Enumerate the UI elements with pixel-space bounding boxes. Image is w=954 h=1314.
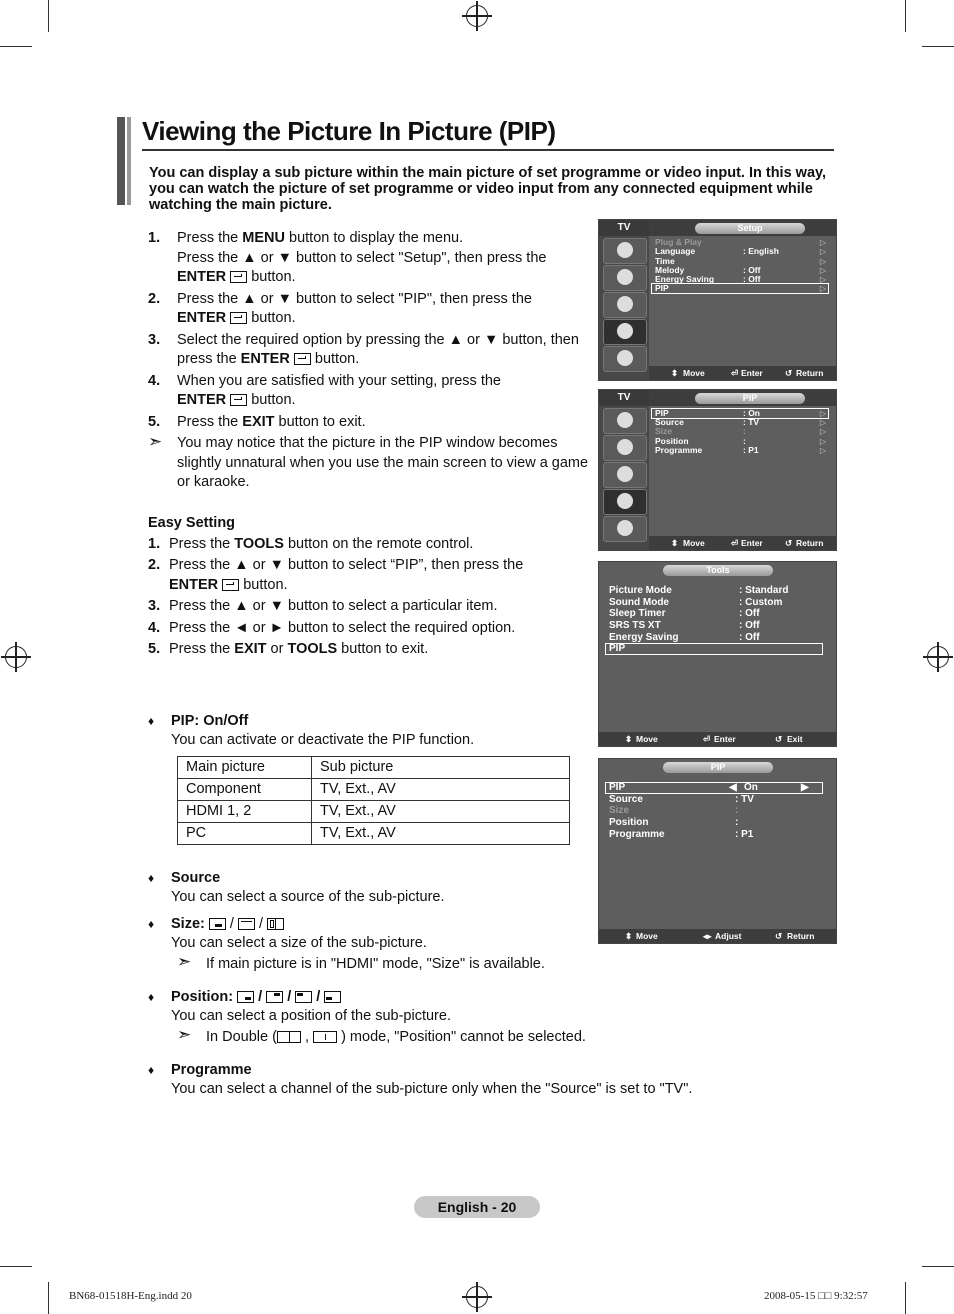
size-large-icon xyxy=(238,918,255,930)
tv-label: TV xyxy=(599,390,649,406)
return-icon: ↺ xyxy=(785,368,793,378)
option-position: ♦ Position: / / / You can select a position of the sub-picture. ➣ In Double ( , ) mode, "Position" cannot be selected. xyxy=(148,988,708,1047)
tv-footer: ⬍ Move ⏎ Enter ↺ Return xyxy=(649,536,836,550)
table-header-row: Main picture Sub picture xyxy=(178,757,570,779)
title-accent-bar xyxy=(127,117,131,205)
bullet-diamond-icon: ♦ xyxy=(148,917,155,931)
crop-mark xyxy=(48,0,49,32)
note-arrow-icon: ➣ xyxy=(148,432,163,451)
picture-menu-icon xyxy=(603,408,647,434)
menu-item-pip: PIP xyxy=(609,782,626,793)
size-double-icon xyxy=(267,918,284,930)
step-1: 1. Press the MENU button to display the menu. Press the ▲ or ▼ button to select "Setup", then press the ENTER button. xyxy=(148,230,547,285)
menu-tab-tools: Tools xyxy=(663,565,773,576)
option-programme: ♦ Programme You can select a channel of the sub-picture only when the "Source" is set to "TV". xyxy=(148,1062,693,1097)
menu-item-pip: PIP xyxy=(655,283,669,293)
intro-text: You can display a sub picture within the main picture of set programme or video input. In this way, you can watch the picture of set programme or video input from any connected equipment while watching the main picture. xyxy=(149,165,827,213)
setup-menu-icon xyxy=(603,319,647,345)
step-5: 5. Press the EXIT button to exit. xyxy=(148,413,366,430)
enter-icon: ⏎ xyxy=(731,538,739,548)
arrow-right-icon: ▷ xyxy=(819,284,826,293)
tv-footer: ⬍ Move ◂▸ Adjust ↺ Return xyxy=(599,929,836,943)
easy-step-4: 4. Press the ◄ or ► button to select the required option. xyxy=(148,619,516,636)
crop-mark xyxy=(48,1282,49,1314)
menu-tab-pip: PIP xyxy=(695,393,805,404)
bullet-diamond-icon: ♦ xyxy=(148,714,155,728)
bullet-diamond-icon: ♦ xyxy=(148,1063,155,1077)
arrow-left-icon: ◀ xyxy=(729,782,737,793)
arrow-right-icon: ▷ xyxy=(819,238,826,247)
move-icon: ⬍ xyxy=(625,734,633,744)
tv-screen-pip-tools: PIP PIP ◀ On ▶ Source : TV Size : Position : Programme : P1 ⬍ Move ◂▸ Adjust ↺ Return xyxy=(598,758,837,944)
menu-item-sound-mode: Sound Mode xyxy=(609,597,669,608)
menu-item-size: Size xyxy=(609,805,630,816)
table-row: PC TV, Ext., AV xyxy=(178,823,570,845)
input-menu-icon xyxy=(603,516,647,542)
arrow-right-icon: ▷ xyxy=(819,446,826,455)
enter-icon: ⏎ xyxy=(731,368,739,378)
move-icon: ⬍ xyxy=(625,931,633,941)
sound-menu-icon xyxy=(603,435,647,461)
easy-setting-heading: Easy Setting xyxy=(148,515,236,531)
picture-menu-icon xyxy=(603,238,647,264)
step-4: 4. When you are satisfied with your setting, press the ENTER button. xyxy=(148,372,501,408)
menu-item-time: Time xyxy=(655,256,675,266)
easy-step-3: 3. Press the ▲ or ▼ button to select a particular item. xyxy=(148,598,498,614)
return-icon: ↺ xyxy=(785,538,793,548)
menu-item-picture-mode: Picture Mode xyxy=(609,585,672,596)
menu-item-source: Source xyxy=(609,794,643,805)
menu-item-size: Size xyxy=(655,426,673,436)
registration-mark-icon xyxy=(466,5,488,27)
setup-menu-icon xyxy=(603,489,647,515)
arrow-right-icon: ▷ xyxy=(819,427,826,436)
footer-date: 2008-05-15 □□ 9:32:57 xyxy=(764,1290,868,1302)
menu-item-pip: PIP xyxy=(655,408,669,418)
channel-menu-icon xyxy=(603,462,647,488)
tv-footer: ⬍ Move ⏎ Enter ↺ Return xyxy=(649,366,836,380)
crop-mark xyxy=(922,1266,954,1267)
input-menu-icon xyxy=(603,346,647,372)
menu-item-melody: Melody xyxy=(655,265,685,275)
sound-menu-icon xyxy=(603,265,647,291)
double-mode-icon xyxy=(313,1031,337,1043)
registration-mark-icon xyxy=(5,646,27,668)
title-accent-bar xyxy=(117,117,125,205)
position-bottom-right-icon xyxy=(237,991,254,1003)
menu-item-programme: Programme xyxy=(609,829,665,840)
enter-icon xyxy=(230,312,247,324)
move-icon: ⬍ xyxy=(671,368,679,378)
position-top-right-icon xyxy=(266,991,283,1003)
arrow-right-icon: ▶ xyxy=(801,782,809,793)
menu-tab-setup: Setup xyxy=(695,223,805,234)
menu-item-sleep-timer: Sleep Timer xyxy=(609,608,666,619)
crop-mark xyxy=(0,46,32,47)
tv-screen-tools: Tools Picture Mode : Standard Sound Mode : Custom Sleep Timer : Off SRS TS XT : Off Energy Saving : Off PIP ⬍ Move ⏎ Enter ↺ Exit xyxy=(598,561,837,747)
table-row: HDMI 1, 2 TV, Ext., AV xyxy=(178,801,570,823)
position-note: ➣ In Double ( , ) mode, "Position" cannot be selected. xyxy=(177,1025,586,1045)
menu-item-language: Language xyxy=(655,246,696,256)
note-pip-unnatural: ➣ You may notice that the picture in the PIP window becomes slightly unnatural when you use the main screen to view a game or karaoke. xyxy=(148,432,589,490)
option-source: ♦ Source You can select a source of the sub-picture. xyxy=(148,870,445,905)
crop-mark xyxy=(905,0,906,32)
size-note: ➣ If main picture is in "HDMI" mode, "Size" is available. xyxy=(177,952,545,972)
pip-source-table xyxy=(177,756,570,845)
bullet-diamond-icon: ♦ xyxy=(148,871,155,885)
easy-setting xyxy=(148,514,593,662)
menu-highlight xyxy=(605,782,823,794)
arrow-right-icon: ▷ xyxy=(819,437,826,446)
option-size: ♦ Size: / / You can select a size of the sub-picture. ➣ If main picture is in "HDMI" mode, "Size" is available. xyxy=(148,915,708,974)
menu-item-srs: SRS TS XT xyxy=(609,620,661,631)
registration-mark-icon xyxy=(927,646,949,668)
menu-highlight xyxy=(651,283,829,294)
position-top-left-icon xyxy=(295,991,312,1003)
size-small-icon xyxy=(209,918,226,930)
arrow-right-icon: ▷ xyxy=(819,266,826,275)
menu-item-programme: Programme xyxy=(655,445,703,455)
arrow-right-icon: ▷ xyxy=(819,247,826,256)
menu-item-energy-saving: Energy Saving xyxy=(655,274,715,284)
menu-item-position: Position xyxy=(655,436,689,446)
crop-mark xyxy=(0,1266,32,1267)
note-arrow-icon: ➣ xyxy=(177,1025,192,1044)
menu-item-position: Position xyxy=(609,817,649,828)
menu-item-pip: PIP xyxy=(609,643,626,654)
enter-icon: ⏎ xyxy=(703,734,711,744)
return-icon: ↺ xyxy=(775,931,783,941)
return-icon: ↺ xyxy=(775,734,783,744)
registration-mark-icon xyxy=(466,1286,488,1308)
tv-footer: ⬍ Move ⏎ Enter ↺ Exit xyxy=(599,732,836,746)
enter-icon xyxy=(230,271,247,283)
easy-step-5: 5. Press the EXIT or TOOLS button to exit. xyxy=(148,641,429,657)
steps-list xyxy=(148,229,593,493)
step-3: 3. Select the required option by pressing the ▲ or ▼ button, then press the ENTER button. xyxy=(148,331,579,367)
arrow-right-icon: ▷ xyxy=(819,418,826,427)
arrow-right-icon: ▷ xyxy=(819,409,826,418)
move-icon: ⬍ xyxy=(671,538,679,548)
enter-icon xyxy=(294,353,311,365)
title-rule xyxy=(142,149,834,151)
tv-label: TV xyxy=(599,220,649,236)
arrow-right-icon: ▷ xyxy=(819,275,826,284)
table-row: Component TV, Ext., AV xyxy=(178,779,570,801)
menu-item-source: Source xyxy=(655,417,684,427)
easy-step-2: 2. Press the ▲ or ▼ button to select “PIP”, then press the ENTER button. xyxy=(148,557,524,593)
crop-mark xyxy=(905,1282,906,1314)
double-mode-icon xyxy=(277,1031,301,1043)
footer-file: BN68-01518H-Eng.indd 20 xyxy=(69,1290,192,1302)
easy-step-1: 1. Press the TOOLS button on the remote control. xyxy=(148,535,474,552)
note-arrow-icon: ➣ xyxy=(177,952,192,971)
enter-icon xyxy=(230,394,247,406)
step-2: 2. Press the ▲ or ▼ button to select "PIP", then press the ENTER button. xyxy=(148,290,532,326)
menu-highlight xyxy=(605,643,823,655)
adjust-icon: ◂▸ xyxy=(703,931,712,941)
channel-menu-icon xyxy=(603,292,647,318)
page-number-badge: English - 20 xyxy=(414,1196,540,1218)
bullet-diamond-icon: ♦ xyxy=(148,990,155,1004)
enter-icon xyxy=(222,579,239,591)
tv-screen-setup: TV Setup Plug & Play Language : English Time Melody : Off Energy Saving : Off PIP ▷ ▷ ▷ ▷ ▷ ▷ ⬍ Move ⏎ Enter ↺ Return xyxy=(598,219,837,381)
option-pip-onoff: ♦ PIP: On/Off You can activate or deactivate the PIP function. Main picture Sub picture Component TV, Ext., AV HDMI 1, 2 TV, Ext., AV PC TV, Ext., AV xyxy=(148,712,708,845)
menu-item-energy-saving: Energy Saving xyxy=(609,632,679,643)
menu-tab-pip: PIP xyxy=(663,762,773,773)
tv-screen-pip: TV PIP PIP : On Source : TV Size : Position : Programme : P1 ▷ ▷ ▷ ▷ ▷ ⬍ Move ⏎ Enter ↺ Return xyxy=(598,389,837,551)
position-bottom-left-icon xyxy=(324,991,341,1003)
menu-item-plug-play: Plug & Play xyxy=(655,237,702,247)
arrow-right-icon: ▷ xyxy=(819,257,826,266)
crop-mark xyxy=(922,46,954,47)
page-title: Viewing the Picture In Picture (PIP) xyxy=(142,116,556,146)
